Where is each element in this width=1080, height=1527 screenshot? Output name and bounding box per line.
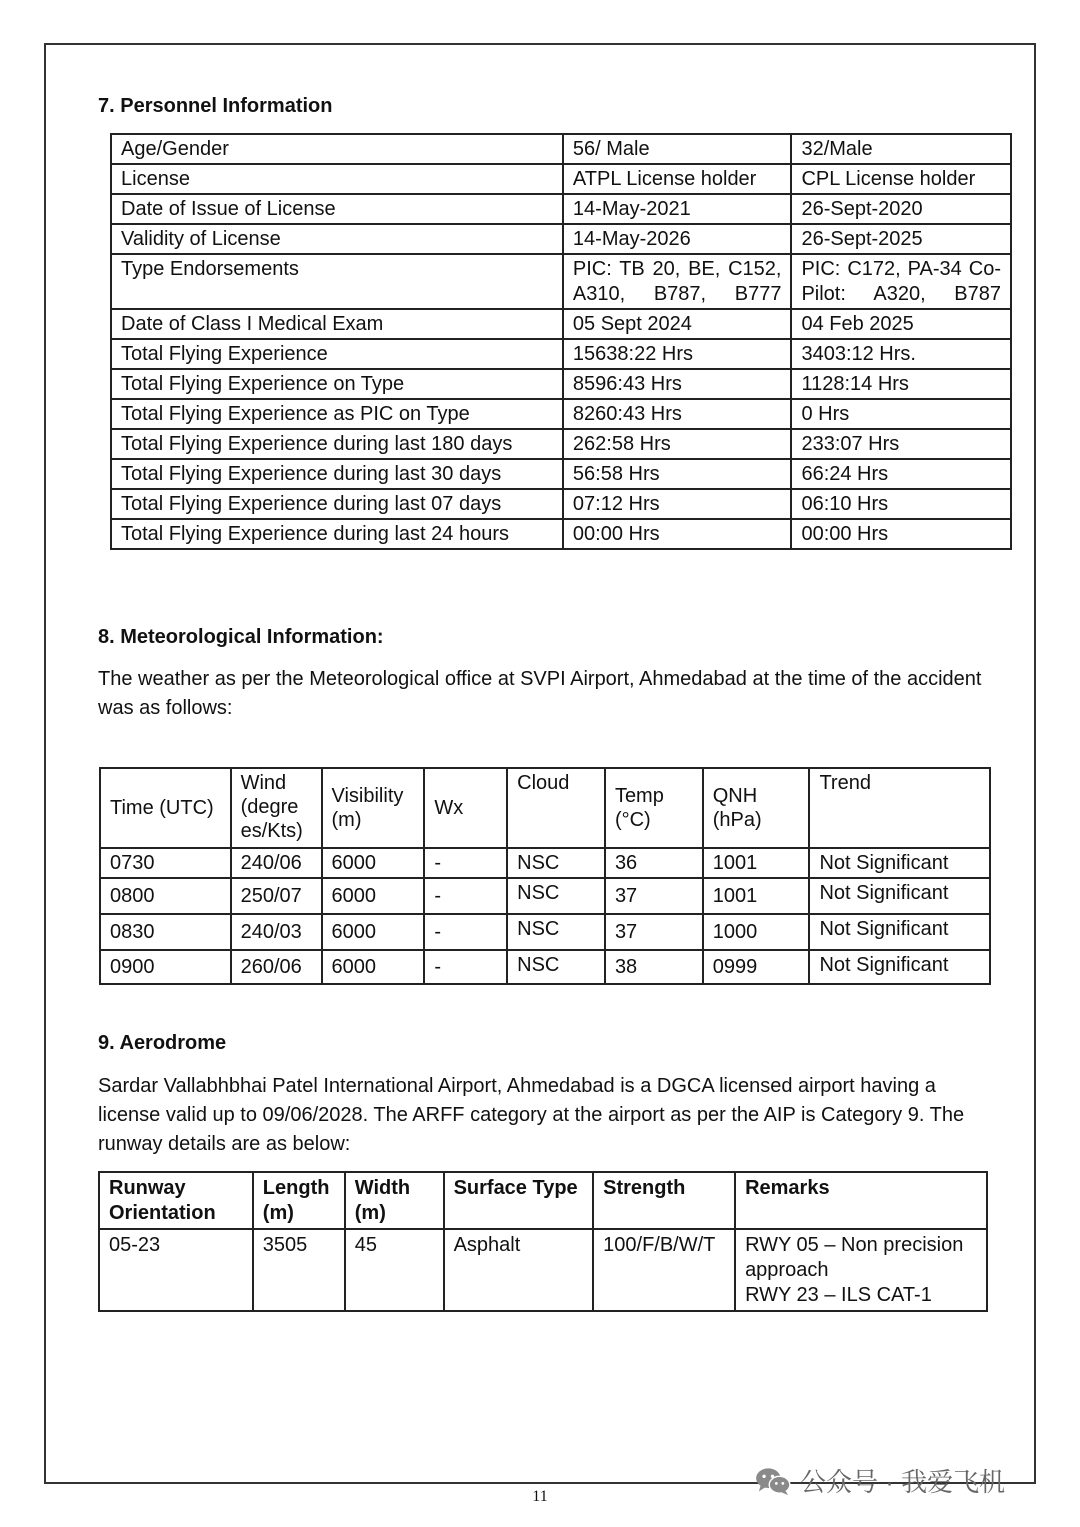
- page-number: 11: [532, 1488, 548, 1505]
- table-row: [100, 848, 990, 878]
- header-cloud: Cloud: [507, 768, 605, 848]
- cell-visibility: 6000: [322, 878, 425, 914]
- copilot-value: 66:24 Hrs: [791, 459, 1011, 489]
- watermark-text: 公众号 · 我爱飞机: [800, 1467, 1006, 1497]
- cell-time: 0730: [100, 848, 231, 878]
- table-row: [111, 339, 1011, 369]
- table-header-row: [99, 1172, 987, 1229]
- cell-temp: 37: [605, 878, 703, 914]
- row-label: Date of Class I Medical Exam: [111, 309, 563, 339]
- copilot-value: 06:10 Hrs: [791, 489, 1011, 519]
- cell-surface-type: Asphalt: [444, 1229, 594, 1311]
- remarks-line-rwy23: RWY 23 – ILS CAT-1: [745, 1284, 932, 1306]
- copilot-value: 26-Sept-2025: [791, 224, 1011, 254]
- header-qnh: QNH (hPa): [703, 768, 810, 848]
- table-row: [100, 914, 990, 950]
- cell-qnh: 1001: [703, 878, 810, 914]
- cell-qnh: 1001: [703, 848, 810, 878]
- cell-trend: Not Significant: [809, 848, 990, 878]
- cell-visibility: 6000: [322, 848, 425, 878]
- row-label: Validity of License: [111, 224, 563, 254]
- weather-table: [99, 767, 991, 985]
- aerodrome-paragraph: Sardar Vallabhbhai Patel International Airport, Ahmedabad is a DGCA licensed airport having a license valid up to 09/06/2028. The ARFF category at the airport as per the AIP is Category 9. The runway details are as below:: [98, 1075, 965, 1155]
- copilot-value: 26-Sept-2020: [791, 194, 1011, 224]
- pic-value: 15638:22 Hrs: [563, 339, 792, 369]
- cell-wind: 260/06: [231, 950, 322, 984]
- row-label: Total Flying Experience during last 24 hours: [111, 519, 563, 549]
- table-row: [111, 519, 1011, 549]
- cell-temp: 38: [605, 950, 703, 984]
- pic-value: ATPL License holder: [563, 164, 792, 194]
- header-trend: Trend: [809, 768, 990, 848]
- cell-time: 0900: [100, 950, 231, 984]
- table-row: [111, 309, 1011, 339]
- row-label: Total Flying Experience on Type: [111, 369, 563, 399]
- cell-length: 3505: [253, 1229, 345, 1311]
- watermark: [754, 1462, 1005, 1499]
- section-8-heading: 8. Meteorological Information:: [98, 626, 384, 648]
- cell-trend: Not Significant: [809, 950, 990, 984]
- copilot-value: CPL License holder: [791, 164, 1011, 194]
- cell-wx: -: [424, 914, 507, 950]
- copilot-value: 04 Feb 2025: [791, 309, 1011, 339]
- row-label: Total Flying Experience during last 07 days: [111, 489, 563, 519]
- copilot-value: 3403:12 Hrs.: [791, 339, 1011, 369]
- row-label: Total Flying Experience during last 30 days: [111, 459, 563, 489]
- cell-strength: 100/F/B/W/T: [593, 1229, 735, 1311]
- copilot-value: 00:00 Hrs: [791, 519, 1011, 549]
- cell-cloud: NSC: [507, 848, 605, 878]
- cell-width: 45: [345, 1229, 444, 1311]
- section-9-heading: 9. Aerodrome: [98, 1032, 227, 1054]
- cell-trend: Not Significant: [809, 914, 990, 950]
- runway-table: [98, 1171, 988, 1312]
- pic-value: PIC: TB 20, BE, C152, A310, B787, B777: [563, 254, 792, 309]
- table-row: [111, 489, 1011, 519]
- pic-value: 14-May-2021: [563, 194, 792, 224]
- row-label: Type Endorsements: [111, 254, 563, 309]
- table-row: [111, 399, 1011, 429]
- meteorological-paragraph: The weather as per the Meteorological office at SVPI Airport, Ahmedabad at the time of the accident was as follows:: [98, 668, 982, 719]
- header-width: Width (m): [345, 1172, 444, 1229]
- header-strength: Strength: [593, 1172, 735, 1229]
- copilot-value: 1128:14 Hrs: [791, 369, 1011, 399]
- table-row: [111, 254, 1011, 309]
- pic-value: 8260:43 Hrs: [563, 399, 792, 429]
- table-row: [99, 1229, 987, 1311]
- row-label: License: [111, 164, 563, 194]
- header-time: Time (UTC): [100, 768, 231, 848]
- pic-value: 262:58 Hrs: [563, 429, 792, 459]
- copilot-value: 0 Hrs: [791, 399, 1011, 429]
- cell-qnh: 1000: [703, 914, 810, 950]
- cell-cloud: NSC: [507, 914, 605, 950]
- section-7-heading: 7. Personnel Information: [98, 95, 333, 117]
- cell-runway-orientation: 05-23: [99, 1229, 253, 1311]
- remarks-line-rwy05: RWY 05 – Non precision approach: [745, 1234, 964, 1281]
- row-label: Date of Issue of License: [111, 194, 563, 224]
- table-row: [111, 194, 1011, 224]
- copilot-value: 32/Male: [791, 134, 1011, 164]
- copilot-value: PIC: C172, PA-34 Co-Pilot: A320, B787: [791, 254, 1011, 309]
- cell-remarks: [735, 1229, 987, 1311]
- pic-value: 00:00 Hrs: [563, 519, 792, 549]
- row-label: Total Flying Experience during last 180 days: [111, 429, 563, 459]
- pic-value: 14-May-2026: [563, 224, 792, 254]
- pic-value: 8596:43 Hrs: [563, 369, 792, 399]
- cell-wx: -: [424, 950, 507, 984]
- header-runway-orientation: Runway Orientation: [99, 1172, 253, 1229]
- cell-wx: -: [424, 878, 507, 914]
- cell-visibility: 6000: [322, 914, 425, 950]
- pic-value: 56/ Male: [563, 134, 792, 164]
- table-row: [111, 459, 1011, 489]
- header-temp: Temp (°C): [605, 768, 703, 848]
- cell-cloud: NSC: [507, 950, 605, 984]
- pic-value: 56:58 Hrs: [563, 459, 792, 489]
- pic-value: 07:12 Hrs: [563, 489, 792, 519]
- pic-value: 05 Sept 2024: [563, 309, 792, 339]
- table-row: [111, 369, 1011, 399]
- cell-time: 0800: [100, 878, 231, 914]
- row-label: Age/Gender: [111, 134, 563, 164]
- cell-wind: 240/03: [231, 914, 322, 950]
- header-length: Length (m): [253, 1172, 345, 1229]
- copilot-value: 233:07 Hrs: [791, 429, 1011, 459]
- table-row: [100, 878, 990, 914]
- header-remarks: Remarks: [735, 1172, 987, 1229]
- table-row: [100, 950, 990, 984]
- cell-wx: -: [424, 848, 507, 878]
- table-header-row: [100, 768, 990, 848]
- cell-wind: 250/07: [231, 878, 322, 914]
- cell-cloud: NSC: [507, 878, 605, 914]
- header-wind: Wind (degre es/Kts): [231, 768, 322, 848]
- header-visibility: Visibility (m): [322, 768, 425, 848]
- table-row: [111, 224, 1011, 254]
- cell-temp: 37: [605, 914, 703, 950]
- cell-time: 0830: [100, 914, 231, 950]
- table-row: [111, 429, 1011, 459]
- wechat-icon: [754, 1466, 792, 1496]
- row-label: Total Flying Experience as PIC on Type: [111, 399, 563, 429]
- cell-trend: Not Significant: [809, 878, 990, 914]
- table-row: [111, 134, 1011, 164]
- personnel-table: [110, 133, 1012, 550]
- cell-temp: 36: [605, 848, 703, 878]
- row-label: Total Flying Experience: [111, 339, 563, 369]
- header-wx: Wx: [424, 768, 507, 848]
- header-surface-type: Surface Type: [444, 1172, 594, 1229]
- cell-qnh: 0999: [703, 950, 810, 984]
- cell-wind: 240/06: [231, 848, 322, 878]
- cell-visibility: 6000: [322, 950, 425, 984]
- table-row: [111, 164, 1011, 194]
